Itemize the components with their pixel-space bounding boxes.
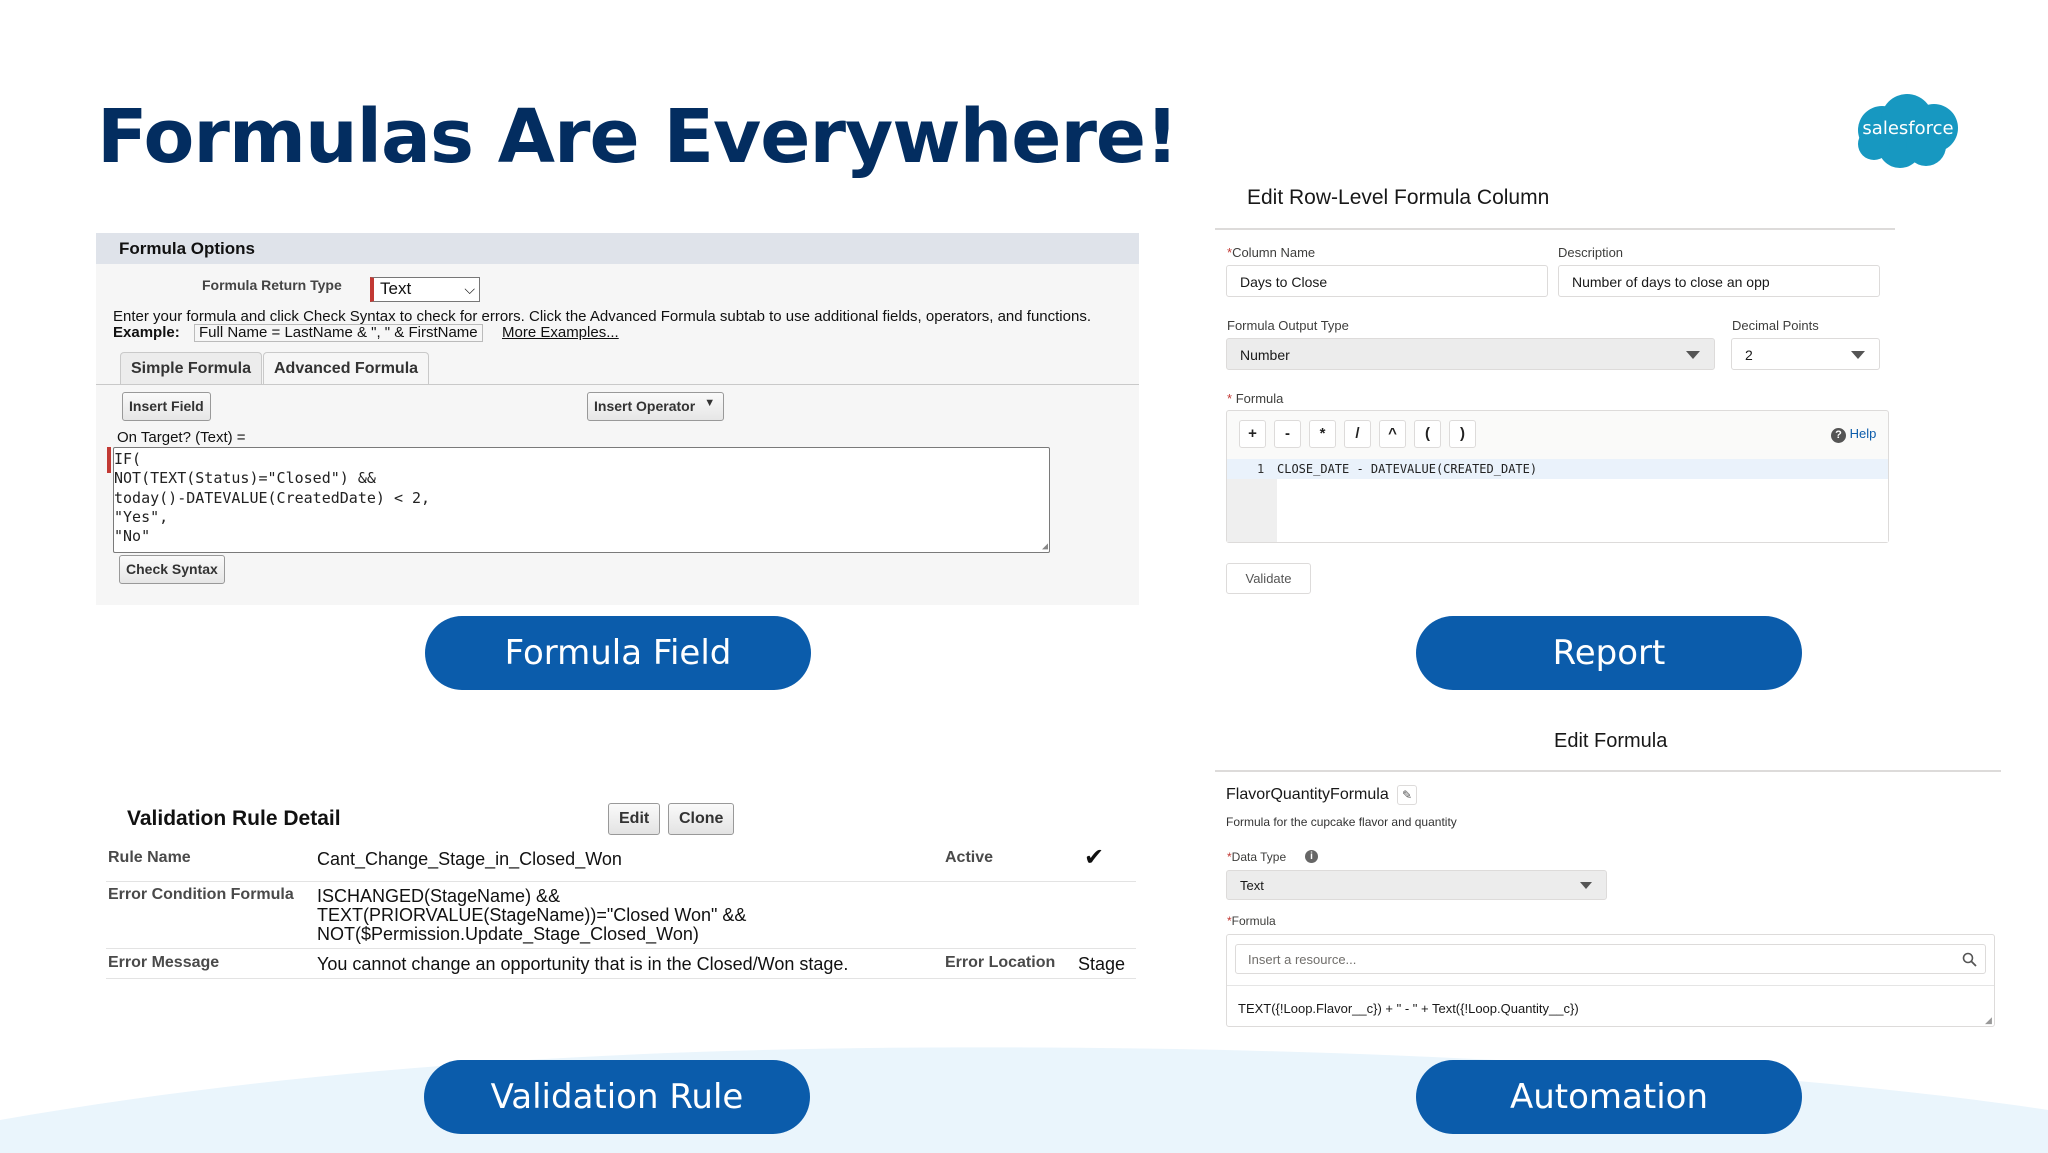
data-type-value: Text [1240,878,1264,893]
formula-options-header: Formula Options [96,233,1139,264]
formula-field-panel [96,233,1139,605]
row-divider [106,948,1136,949]
output-type-select[interactable] [1226,338,1715,370]
slide-title: Formulas Are Everywhere! [97,94,1178,180]
decimal-points-select[interactable] [1731,338,1880,370]
chevron-down-icon: ▼ [704,397,716,409]
output-type-value: Number [1240,347,1290,363]
line-number: 1 [1257,462,1265,476]
column-name-input[interactable]: Days to Close [1226,265,1548,297]
resource-name: FlavorQuantityFormula [1226,786,1389,803]
code-line: IF( [114,450,142,468]
target-label: On Target? (Text) = [117,429,246,446]
return-type-value: Text [380,279,412,298]
insert-field-button[interactable]: Insert Field [122,392,211,421]
row-divider [106,881,1136,882]
info-icon[interactable]: i [1305,850,1318,863]
code-line: "Yes", [114,507,169,526]
description-label: Description [1558,245,1624,260]
automation-title-divider [1215,770,2001,772]
report-formula-text: CLOSE_DATE - DATEVALUE(CREATED_DATE) [1277,462,1538,476]
required-indicator [107,447,111,473]
operator-close-paren-button[interactable]: ) [1449,420,1476,448]
example-label: Example: [113,324,180,341]
help-icon: ? [1831,428,1846,443]
return-type-label: Formula Return Type [202,277,342,293]
return-type-select[interactable] [370,277,480,302]
resource-search-placeholder: Insert a resource... [1248,952,1357,967]
code-line: NOT(TEXT(Status)="Closed") && [114,469,376,488]
formula-label: * Formula [1227,391,1284,406]
validation-rule-title: Validation Rule Detail [127,807,341,830]
check-syntax-button[interactable]: Check Syntax [119,555,225,584]
validate-button[interactable]: Validate [1226,563,1311,594]
active-checkmark-icon: ✔ [1084,844,1105,871]
formula-code-area[interactable] [1227,459,1888,542]
validation-rule-pill: Validation Rule [424,1060,810,1134]
column-name-label: *Column Name [1227,245,1316,260]
description-input[interactable]: Number of days to close an opp [1558,265,1880,297]
formula-instructions: Enter your formula and click Check Syntax to check for errors. Click the Advanced Formula subtab to use additional fields, operators, and functions. [113,308,1091,325]
chevron-down-icon [1686,351,1700,359]
row-divider [106,978,1136,979]
report-title-divider [1215,228,1895,230]
more-examples-link[interactable]: More Examples... [502,324,619,341]
tab-divider [96,384,1139,385]
report-panel-title: Edit Row-Level Formula Column [1247,186,1550,209]
condition-line: ISCHANGED(StageName) && [317,886,561,906]
active-label: Active [945,849,994,866]
insert-operator-button[interactable] [587,392,724,421]
edit-button[interactable]: Edit [608,803,660,835]
logo-text: salesforce [1862,118,1954,139]
chevron-down-icon [1851,351,1865,359]
resize-handle-icon[interactable]: ◢ [1985,1015,1992,1025]
rule-name-value: Cant_Change_Stage_in_Closed_Won [317,849,622,869]
formula-editor[interactable] [113,447,1050,553]
code-line: "No" [114,527,151,546]
error-message-label: Error Message [108,954,220,971]
operator-exponent-button[interactable]: ^ [1379,420,1406,448]
tab-simple-formula[interactable]: Simple Formula [120,352,262,385]
edit-formula-title: Edit Formula [1554,730,1668,752]
tab-advanced-formula[interactable]: Advanced Formula [263,352,429,385]
operator-plus-button[interactable]: + [1239,420,1266,448]
operator-multiply-button[interactable]: * [1309,420,1336,448]
example-value: Full Name = LastName & ", " & FirstName [194,324,483,342]
automation-formula-label: *Formula [1227,914,1276,928]
operator-open-paren-button[interactable]: ( [1414,420,1441,448]
chevron-down-icon [1580,882,1592,889]
error-location-label: Error Location [945,954,1056,971]
pencil-icon[interactable]: ✎ [1397,785,1417,805]
error-condition-label: Error Condition Formula [108,886,294,903]
search-icon [1962,952,1977,967]
report-pill: Report [1416,616,1802,690]
output-type-label: Formula Output Type [1227,318,1349,333]
data-type-label: *Data Type [1227,850,1287,864]
automation-pill: Automation [1416,1060,1802,1134]
error-location-value: Stage [1078,954,1126,974]
code-line: today()-DATEVALUE(CreatedDate) < 2, [114,488,431,507]
automation-formula-text[interactable]: TEXT({!Loop.Flavor__c}) + " - " + Text({!Loop.Quantity__c}) [1238,1001,1579,1016]
operator-minus-button[interactable]: - [1274,420,1301,448]
help-link[interactable]: ? Help [1831,426,1876,443]
resource-description: Formula for the cupcake flavor and quantity [1226,815,1457,829]
chevron-down-icon: ⌵ [464,281,475,297]
condition-line: TEXT(PRIORVALUE(StageName))="Closed Won" && [317,905,747,925]
error-message-value: You cannot change an opportunity that is in the Closed/Won stage. [317,954,849,974]
operator-divide-button[interactable]: / [1344,420,1371,448]
clone-button[interactable]: Clone [668,803,734,835]
data-type-select[interactable] [1226,870,1607,900]
decimal-points-value: 2 [1745,347,1753,363]
salesforce-logo [1852,92,1964,172]
resource-search-input[interactable] [1235,944,1986,974]
decimal-points-label: Decimal Points [1732,318,1819,333]
condition-line: NOT($Permission.Update_Stage_Closed_Won) [317,924,699,944]
formula-box-divider [1227,985,1994,986]
resize-handle-icon[interactable]: ◢ [1041,541,1048,552]
rule-name-label: Rule Name [108,849,191,866]
formula-field-pill: Formula Field [425,616,811,690]
insert-operator-label: Insert Operator [594,398,696,414]
